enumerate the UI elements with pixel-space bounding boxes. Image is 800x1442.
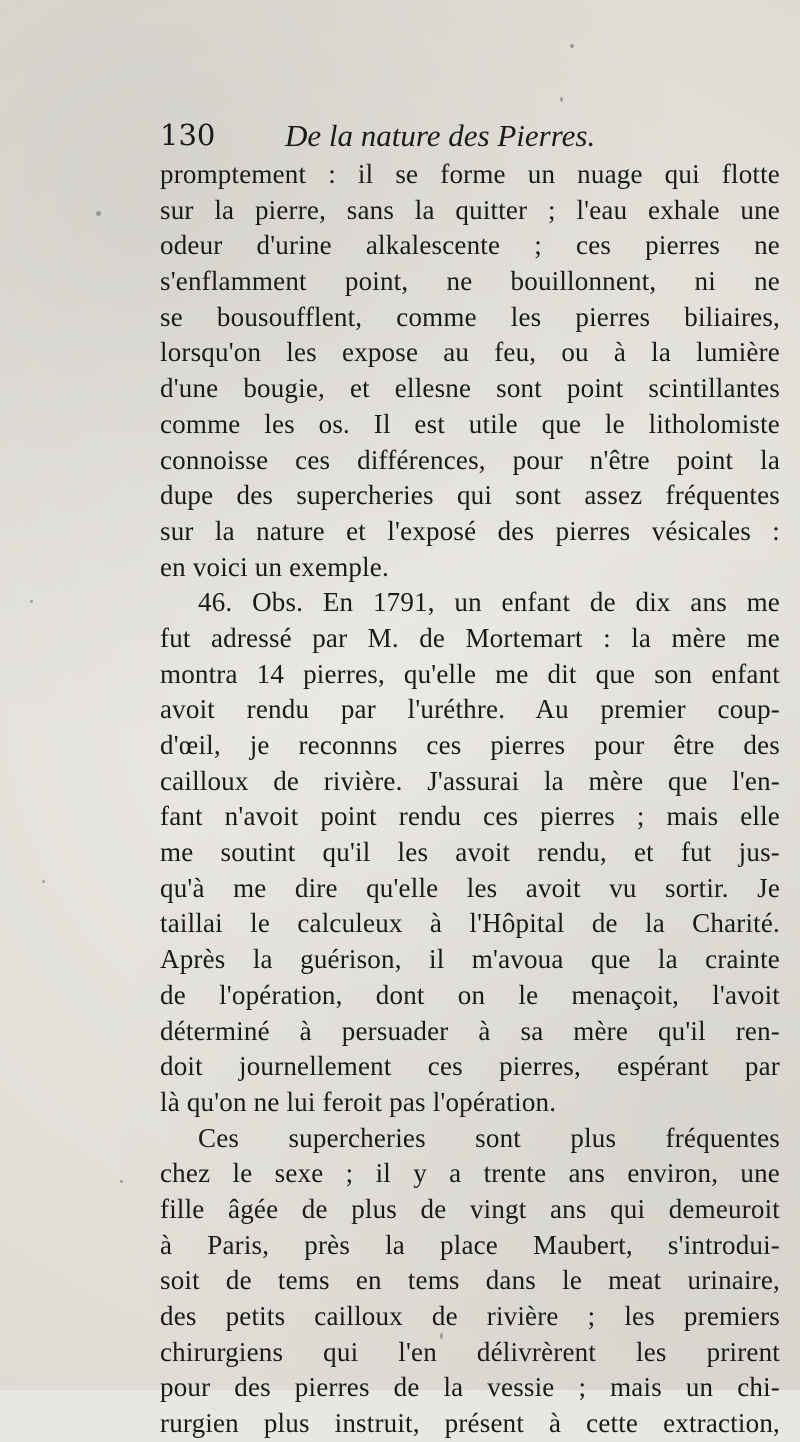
text-line: d'œil, je reconnns ces pierres pour être des	[160, 730, 780, 760]
body-text	[160, 157, 780, 1442]
paper-speck	[42, 880, 45, 883]
text-line: sur la pierre, sans la quitter ; l'eau exhale une	[160, 194, 780, 225]
text-line: fut adressé par M. de Mortemart : la mère me	[160, 622, 780, 653]
text-line: lorsqu'on les expose au feu, ou à la lumière	[160, 337, 780, 368]
text-line: chez le sexe ; il y a trente ans environ, une	[160, 1158, 780, 1189]
paper-speck	[560, 97, 563, 102]
text-line: connoisse ces différences, pour n'être point la	[160, 444, 780, 475]
paper-speck	[120, 1180, 123, 1183]
paper-speck	[570, 44, 574, 48]
text-line: s'enflamment point, ne bouillonnent, ni ne	[160, 266, 780, 297]
text-line: promptement : il se forme un nuage qui flotte	[160, 159, 780, 189]
text-line: me soutint qu'il les avoit rendu, et fut jus-	[160, 837, 780, 868]
text-line: en voici un exemple.	[160, 551, 389, 582]
text-line: rurgien plus instruit, présent à cette extraction,	[160, 1408, 780, 1439]
text-line: d'une bougie, et ellesne sont point scintillantes	[160, 373, 780, 404]
page-number: 130	[160, 118, 216, 152]
text-line: Après la guérison, il m'avoua que la crainte	[160, 944, 780, 975]
text-line: Ces supercheries sont plus fréquentes	[198, 1122, 780, 1153]
text-line: montra 14 pierres, qu'elle me dit que son enfant	[160, 658, 780, 689]
text-line: sur la nature et l'exposé des pierres vésicales :	[160, 515, 780, 546]
text-line: chirurgiens qui l'en délivrèrent les prirent	[160, 1336, 780, 1367]
page-header	[160, 118, 720, 158]
text-line: soit de tems en tems dans le meat urinaire,	[160, 1265, 780, 1296]
text-line: avoit rendu par l'uréthre. Au premier coup-	[160, 694, 780, 725]
text-line: odeur d'urine alkalescente ; ces pierres ne	[160, 230, 780, 261]
text-line: pour des pierres de la vessie ; mais un chi-	[160, 1372, 780, 1403]
running-title: De la nature des Pierres.	[285, 118, 596, 153]
text-line: dupe des supercheries qui sont assez fréquentes	[160, 480, 780, 511]
text-line: doit journellement ces pierres, espérant par	[160, 1051, 780, 1082]
text-line: taillai le calculeux à l'Hôpital de la Charité.	[160, 908, 780, 939]
text-line: déterminé à persuader à sa mère qu'il ren-	[160, 1015, 780, 1046]
text-line: se bousoufflent, comme les pierres biliaires,	[160, 301, 780, 332]
text-line: cailloux de rivière. J'assurai la mère que l'en-	[160, 765, 780, 796]
text-line: des petits cailloux de rivière ; les premiers	[160, 1301, 780, 1331]
paper-speck	[30, 600, 33, 603]
text-line: de l'opération, dont on le menaçoit, l'avoit	[160, 979, 780, 1010]
text-line: comme les os. Il est utile que le litholomiste	[160, 408, 780, 439]
text-line: fant n'avoit point rendu ces pierres ; mais elle	[160, 801, 780, 832]
text-line: qu'à me dire qu'elle les avoit vu sortir. Je	[160, 872, 780, 903]
text-line: 46. Obs. En 1791, un enfant de dix ans me	[198, 587, 780, 618]
text-line: à Paris, près la place Maubert, s'introdui-	[160, 1229, 780, 1260]
paper-speck	[96, 211, 101, 216]
text-line: là qu'on ne lui feroit pas l'opération.	[160, 1086, 557, 1117]
text-line: fille âgée de plus de vingt ans qui demeuroit	[160, 1193, 780, 1224]
